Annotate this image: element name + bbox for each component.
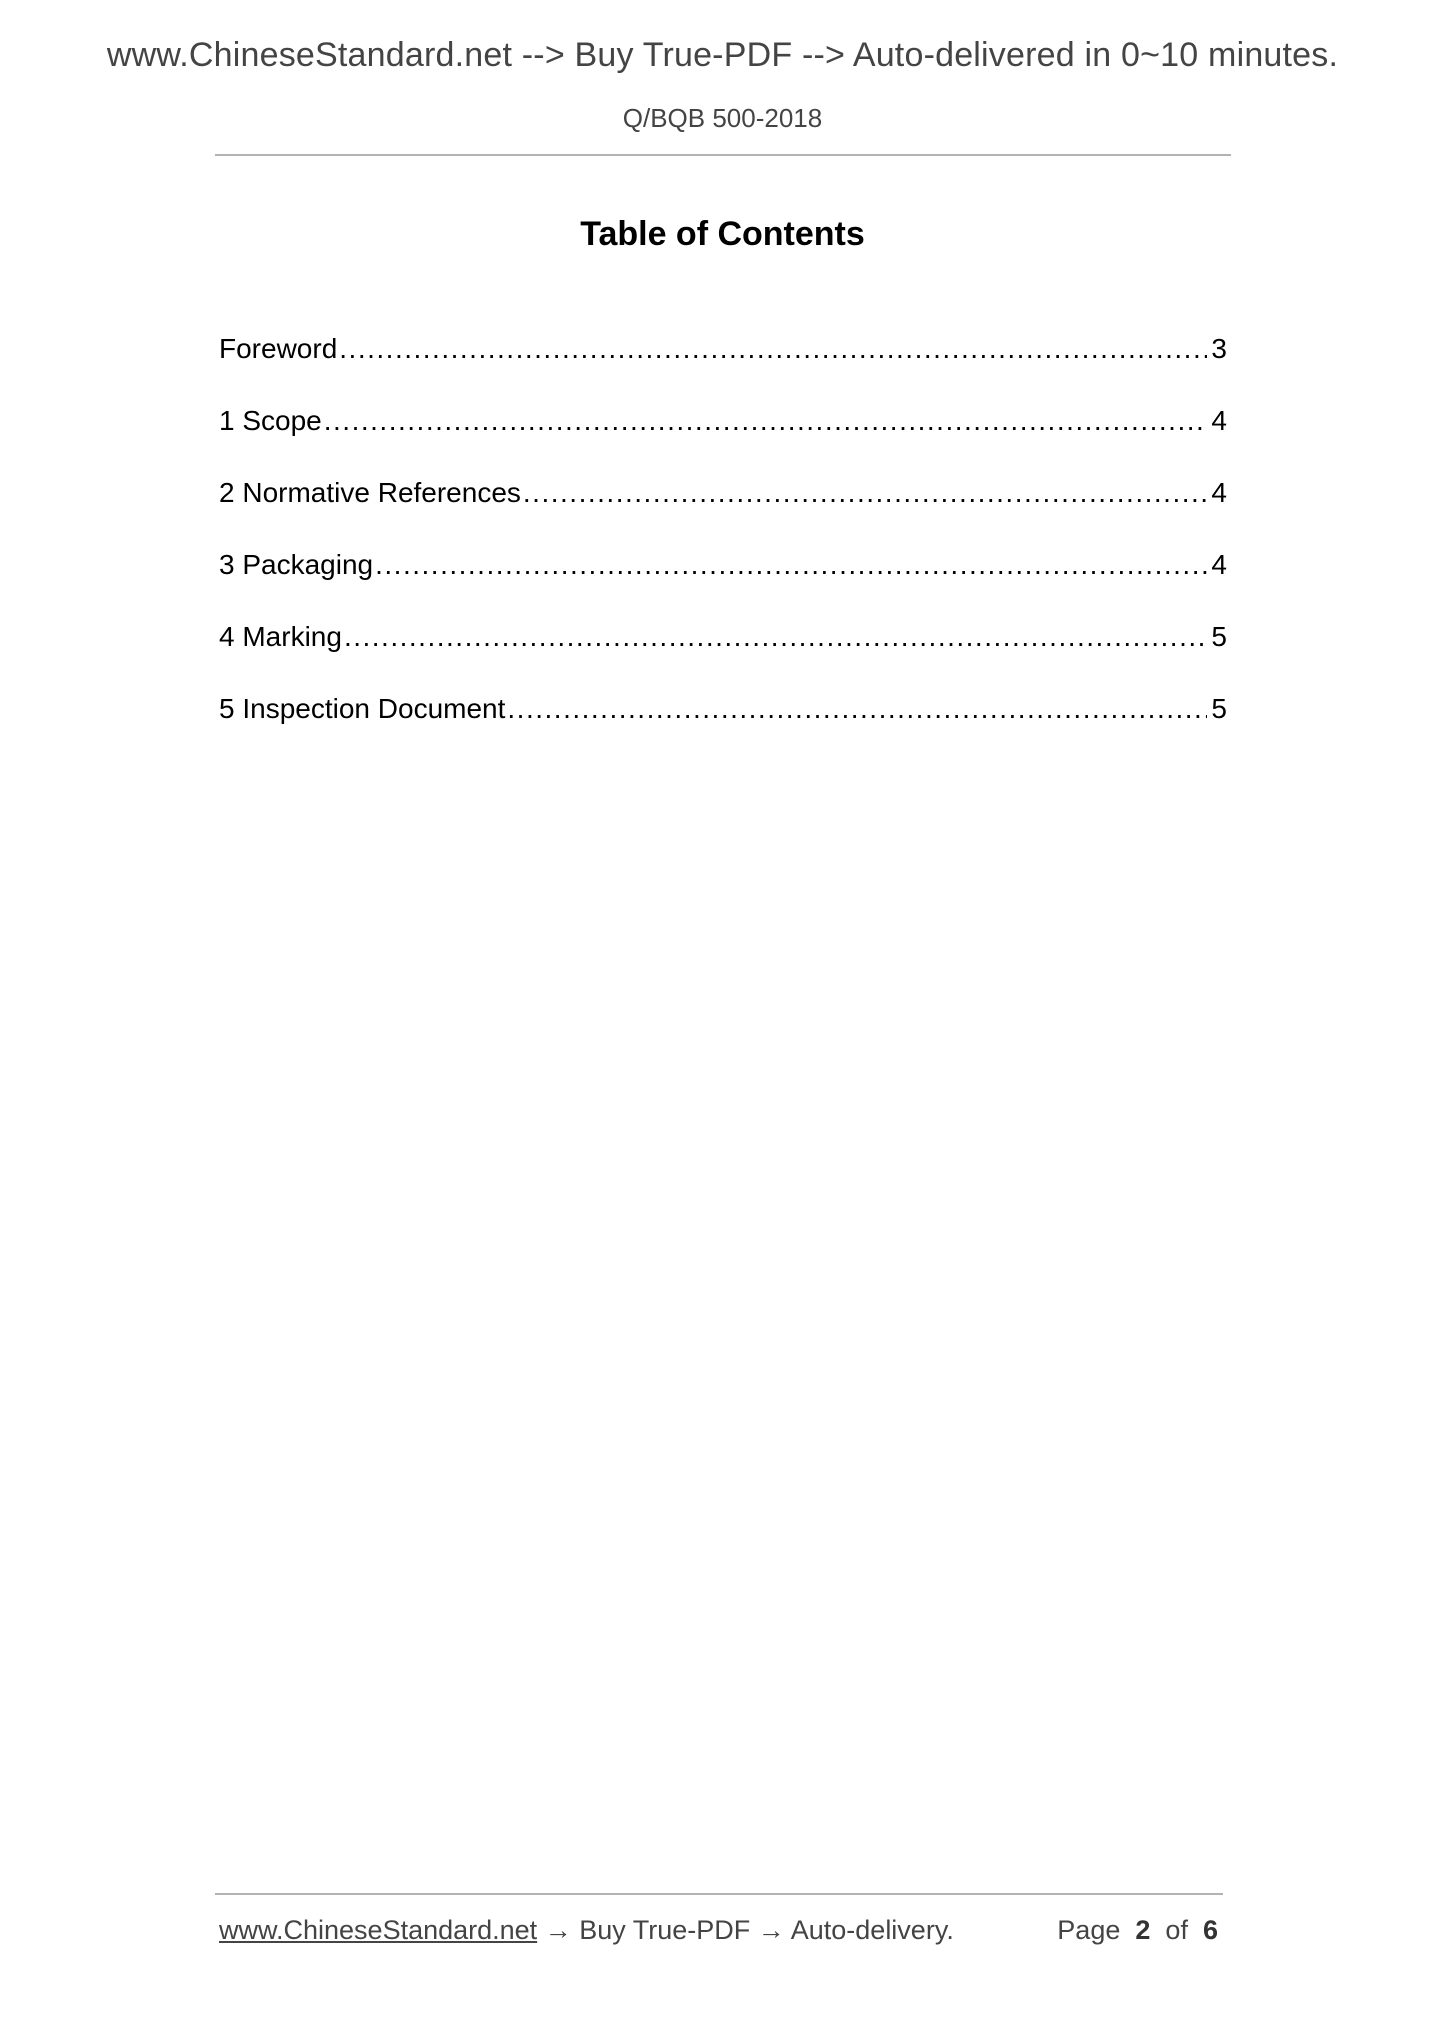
toc-entry-scope[interactable]: [219, 405, 1227, 477]
toc-entry-page: 3: [1211, 333, 1227, 364]
toc-dot-leader: [523, 477, 1208, 509]
footer-tagline: → Buy True-PDF → Auto-delivery.: [537, 1915, 954, 1945]
toc-entry-label: 1 Scope: [219, 405, 322, 436]
footer-divider: [215, 1893, 1223, 1895]
table-of-contents: [219, 333, 1227, 765]
toc-entry-page: 5: [1211, 693, 1227, 724]
total-page-count: 6: [1202, 1915, 1218, 1945]
toc-entry-label: 5 Inspection Document: [219, 693, 506, 724]
toc-entry-marking[interactable]: [219, 621, 1227, 693]
toc-entry-label: 2 Normative References: [219, 477, 521, 508]
toc-entry-inspection-document[interactable]: [219, 693, 1227, 765]
current-page-number: 2: [1135, 1915, 1151, 1945]
page-indicator: [1057, 1915, 1218, 1946]
toc-entry-packaging[interactable]: [219, 549, 1227, 621]
toc-dot-leader: [324, 405, 1208, 437]
of-word: of: [1165, 1915, 1188, 1945]
toc-entry-page: 4: [1211, 549, 1227, 580]
footer-site-link[interactable]: www.ChineseStandard.net: [219, 1915, 538, 1945]
toc-entry-label: 4 Marking: [219, 621, 342, 652]
toc-entry-normative-references[interactable]: [219, 477, 1227, 549]
site-banner: www.ChineseStandard.net --> Buy True-PDF --> Auto-delivered in 0~10 minutes.: [106, 36, 1339, 74]
toc-entry-page: 4: [1211, 477, 1227, 508]
toc-entry-page: 4: [1211, 405, 1227, 436]
header-divider: [215, 154, 1231, 156]
footer-promo: [219, 1915, 954, 1946]
toc-dot-leader: [339, 333, 1207, 365]
toc-entry-foreword[interactable]: [219, 333, 1227, 405]
page-word: Page: [1057, 1915, 1121, 1945]
toc-dot-leader: [375, 549, 1207, 581]
document-code: Q/BQB 500-2018: [622, 103, 823, 133]
toc-entry-label: Foreword: [219, 333, 338, 364]
toc-entry-page: 5: [1211, 621, 1227, 652]
toc-dot-leader: [507, 693, 1207, 725]
toc-dot-leader: [344, 621, 1207, 653]
page-title: Table of Contents: [580, 215, 865, 253]
toc-entry-label: 3 Packaging: [219, 549, 374, 580]
